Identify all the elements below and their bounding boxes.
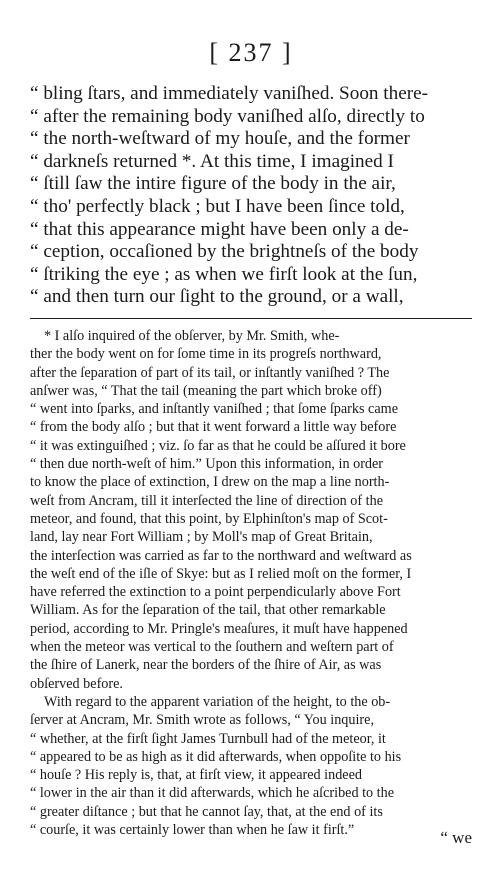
footnote-line: “ courſe, it was certainly lower than when he ſaw it firſt.” <box>30 822 355 839</box>
footnote-line: weſt from Ancram, till it interſected the line of direction of the <box>30 492 383 509</box>
footnote-divider <box>30 318 472 319</box>
main-text-line: “ ſtriking the eye ; as when we firſt look at the ſun, <box>30 263 418 285</box>
main-text-line: “ tho' perfectly black ; but I have been ſince told, <box>30 195 405 217</box>
footnote-line: “ houſe ? His reply is, that, at firſt view, it appeared indeed <box>30 767 362 784</box>
footnote-line: ſerver at Ancram, Mr. Smith wrote as follows, “ You inquire, <box>30 712 374 729</box>
main-text-line: “ that this appearance might have been only a de- <box>30 218 409 240</box>
footnote-line: William. As for the ſeparation of the tail, that other remarkable <box>30 602 386 619</box>
footnote-line: “ then due north-weſt of him.” Upon this information, in order <box>30 456 384 473</box>
footnote-line: meteor, and found, that this point, by Elphinſton's map of Scot- <box>30 510 388 527</box>
footnote-line: “ greater diſtance ; but that he cannot ſay, that, at the end of its <box>30 803 383 820</box>
page-number: [ 237 ] <box>209 38 293 67</box>
footnote-line: “ it was extinguiſhed ; viz. ſo far as that he could be aſſured it bore <box>30 437 406 454</box>
footnote-line: the weſt end of the iſle of Skye: but as I relied moſt on the former, I <box>30 565 412 582</box>
main-text-line: “ ſtill ſaw the intire figure of the body in the air, <box>30 173 396 195</box>
footnote-line: * I alſo inquired of the obſerver, by Mr. Smith, whe- <box>44 328 340 344</box>
catchword: “ we <box>440 828 472 847</box>
footnote-line: “ whether, at the firſt ſight James Turnbull had of the meteor, it <box>30 730 386 747</box>
main-text-line: “ bling ſtars, and immediately vaniſhed. Soon there- <box>30 83 429 104</box>
footnote-line: “ from the body alſo ; but that it went forward a little way before <box>30 419 397 436</box>
footnote-line: ther the body went on for ſome time in its progreſs northward, <box>30 346 382 363</box>
main-text-line: “ ception, occaſioned by the brightneſs of the body <box>30 241 419 263</box>
main-text <box>30 83 476 309</box>
main-text-line: “ the north-weſtward of my houſe, and the former <box>30 128 410 150</box>
main-text-line: “ after the remaining body vaniſhed alſo, directly to <box>30 105 425 127</box>
footnote-line: after the ſeparation of part of its tail, or inſtantly vaniſhed ? The <box>30 364 390 381</box>
footnote <box>30 327 472 839</box>
main-text-line: “ and then turn our ſight to the ground, or a wall, <box>30 286 404 308</box>
footnote-line: anſwer was, “ That the tail (meaning the part which broke off) <box>30 382 382 399</box>
footnote-line: “ went into ſparks, and inſtantly vaniſhed ; that ſome ſparks came <box>30 401 398 418</box>
footnote-line: the interſection was carried as far to the northward and weſtward as <box>30 547 412 564</box>
footnote-line: With regard to the apparent variation of the height, to the ob- <box>44 693 391 710</box>
footnote-line: have referred the extinction to a point perpendicularly above Fort <box>30 584 401 601</box>
footnote-line: the ſhire of Lanerk, near the borders of the ſhire of Air, as was <box>30 657 382 674</box>
footnote-line: period, according to Mr. Pringle's meaſures, it muſt have happened <box>30 620 408 637</box>
footnote-line: obſerved before. <box>30 675 123 692</box>
footnote-line: when the meteor was vertical to the ſouthern and weſtern part of <box>30 639 394 656</box>
footnote-line: to know the place of extinction, I drew on the map a line north- <box>30 474 390 491</box>
footnote-line: “ lower in the air than it did afterwards, which he aſcribed to the <box>30 785 395 802</box>
main-text-line: “ darkneſs returned *. At this time, I imagined I <box>30 150 394 172</box>
footnote-line: land, lay near Fort William ; by Moll's map of Great Britain, <box>30 529 373 546</box>
footnote-line: “ appeared to be as high as it did afterwards, when oppoſite to his <box>30 748 402 765</box>
